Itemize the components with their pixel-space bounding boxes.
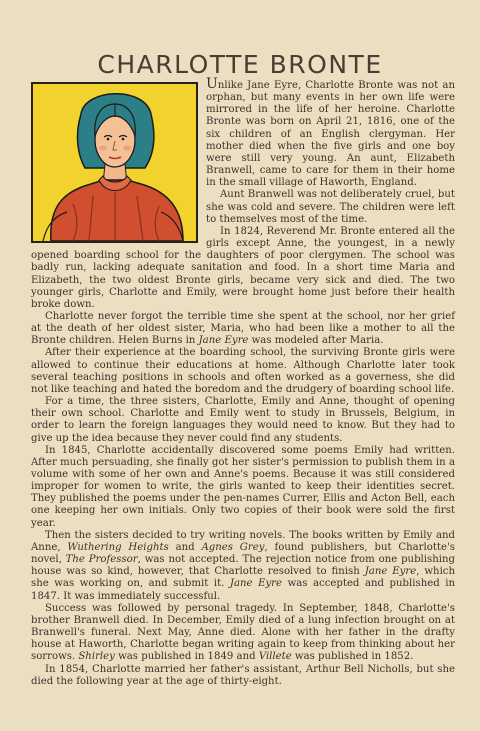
- page-title: CHARLOTTE BRONTE: [97, 49, 383, 79]
- paragraph-text: was published in 1852.: [291, 651, 414, 663]
- paragraph-text: and: [168, 541, 202, 553]
- paragraph-text: , was not accepted. The rejection notice from one publishing house was so kind, however, that Charlotte resolved to finish: [31, 554, 455, 578]
- article-paragraph: [31, 530, 455, 603]
- article-paragraph: [31, 347, 455, 396]
- article-body: [31, 76, 455, 688]
- paragraph-text: Then the sisters decided to try writing novels. The books written by Emily and Anne,: [31, 529, 455, 553]
- paragraph-text: , which she was working on, and submit it.: [31, 566, 455, 590]
- paragraph-text: Success was followed by personal tragedy. In September, 1848, Charlotte's brother Branwell died. In December, Emily died of a lung infection brought on at Branwell's funeral. Next May, Anne died. Alone with her father in the drafty house at Haworth, Charlotte began writing again to keep from thinking about her sorrows.: [31, 602, 455, 663]
- book-title-text: Jane Eyre: [198, 335, 249, 347]
- drop-cap-letter: U: [206, 76, 218, 92]
- paragraph-text: In 1824, Reverend Mr. Bronte entered all the girls except Anne, the youngest, in a newly opened boarding school for the daughters of poor clergymen. The school was badly run, lacking adequate sanitation and food. In a short time Maria and Elizabeth, the two oldest Bronte girls, became very sick and died. The two younger girls, Charlotte and Emily, were brought home just before their health broke down.: [31, 225, 455, 310]
- book-title-text: Wuthering Heights: [67, 541, 169, 553]
- book-title-text: Agnes Grey: [201, 541, 265, 553]
- book-title-text: Shirley: [78, 651, 115, 663]
- book-title-text: Villete: [258, 651, 292, 663]
- book-title-text: Jane Eyre: [229, 578, 283, 590]
- book-title-text: Jane Eyre: [364, 566, 417, 578]
- article-paragraph: [31, 396, 455, 445]
- paragraph-text: For a time, the three sisters, Charlotte, Emily and Anne, thought of opening their own school. Charlotte and Emily went to study in Brussels, Belgium, in order to learn the foreign languages they would need to know. But they had to give up the idea because they never could find any students.: [31, 396, 455, 444]
- paragraph-text: Charlotte never forgot the terrible time she spent at the school, nor her grief at the death of her oldest sister, Maria, who had been like a mother to all the Bronte children. Helen Burns in: [31, 310, 455, 347]
- paragraph-text: In 1845, Charlotte accidentally discovered some poems Emily had written. After much persuading, she finally got her sister's permission to publish them in a volume with some of her own and Anne's poems. Because it was still considered improper for women to write, the girls wanted to keep their identities secret. They published the poems under the pen-names Currer, Ellis and Acton Bell, each one keeping her own initials. Only two copies of their book were sold the first year.: [31, 444, 455, 529]
- paragraph-text: After their experience at the boarding school, the surviving Bronte girls were allowed to continue their educations at home. Although Charlotte later took several teaching positions in schools and often worked as a governess, she did not like teaching and hated the boredom and the drudgery of boarding school life.: [31, 347, 455, 395]
- portrait-spacer: [31, 79, 206, 247]
- paragraph-text: was accepted and published in 1847. It was immediately successful.: [31, 578, 455, 602]
- paragraph-text: was published in 1849 and: [114, 651, 259, 663]
- book-title-text: The Professor: [65, 554, 138, 566]
- paragraph-text: Aunt Branwell was not deliberately cruel, but she was cold and severe. The children were left to themselves most of the time.: [206, 189, 455, 225]
- article-paragraph: [31, 445, 455, 530]
- article-paragraph: [31, 311, 455, 347]
- paragraph-text: was modeled after Maria.: [248, 335, 384, 347]
- article-paragraph: [31, 603, 455, 664]
- paragraph-text: , found publishers, but Charlotte's novel,: [31, 541, 455, 566]
- article-paragraph: [31, 664, 455, 688]
- paragraph-text: nlike Jane Eyre, Charlotte Bronte was not an orphan, but many events in her own life were mirrored in the life of her heroine. Charlotte Bronte was born on April 21, 1816, one of the six children of an English clergyman. Her mother died when the five girls and one boy were still very young. An aunt, Elizabeth Branwell, came to care for them in their home in the small village of Haworth, England.: [206, 80, 455, 189]
- paragraph-text: In 1854, Charlotte married her father's assistant, Arthur Bell Nicholls, but she died the following year at the age of thirty-eight.: [31, 663, 455, 687]
